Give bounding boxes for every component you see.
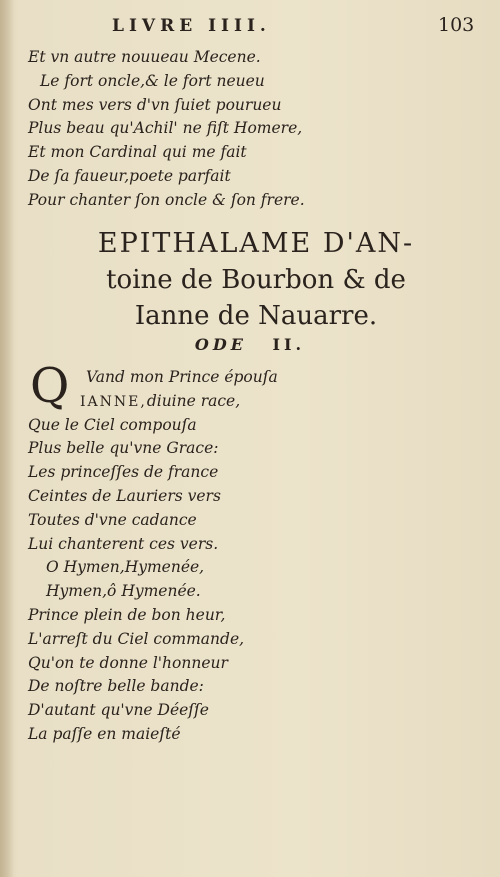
verse-line bbox=[28, 390, 408, 414]
ode-heading bbox=[0, 335, 500, 354]
verse-line: Plus beau qu'Achil' ne fiſt Homere, bbox=[28, 119, 303, 138]
name-small-caps: IANNE, bbox=[80, 393, 147, 410]
verse-line: Toutes d'vne cadance bbox=[28, 510, 197, 529]
verse-line: Et vn autre nouueau Mecene. bbox=[28, 48, 261, 66]
ode-label: ODE bbox=[194, 335, 247, 354]
poem-body bbox=[28, 366, 408, 747]
verse-line: D'autant qu'vne Déeſſe bbox=[28, 701, 209, 720]
title-line-2: toine de Bourbon & de bbox=[106, 265, 406, 295]
verse-line: Prince plein de bon heur, bbox=[28, 605, 226, 624]
verse-line: Plus belle qu'vne Grace: bbox=[28, 439, 219, 458]
verse-line: La paſſe en maieſté bbox=[28, 724, 181, 743]
drop-capital: Q bbox=[30, 358, 70, 414]
verse-line: Ceintes de Lauriers vers bbox=[28, 486, 221, 505]
verse-line: L'arreſt du Ciel commande, bbox=[28, 629, 245, 648]
verse-line: De ſa faueur,poete parfait bbox=[28, 166, 231, 185]
title-line-1: EPITHALAME D'AN- bbox=[97, 228, 415, 259]
verse-text: diuine race, bbox=[146, 391, 241, 410]
verse-line: Le fort oncle,& le fort neueu bbox=[40, 71, 265, 90]
page-gutter-shadow bbox=[0, 0, 14, 877]
verse-line: Lui chanterent ces vers. bbox=[28, 534, 219, 553]
preceding-ode-ending bbox=[28, 46, 408, 213]
title-line-3: Ianne de Nauarre. bbox=[134, 301, 378, 331]
refrain-line: O Hymen,Hymenée, bbox=[46, 558, 205, 577]
page-header bbox=[0, 14, 500, 42]
verse-line: Ont mes vers d'vn ſuiet pourueu bbox=[28, 95, 282, 114]
running-head: LIVRE IIII. bbox=[112, 16, 271, 36]
verse-line: Pour chanter ſon oncle & ſon frere. bbox=[28, 190, 305, 209]
poem-title bbox=[36, 226, 476, 334]
verse-line: Qu'on te donne l'honneur bbox=[28, 653, 228, 672]
verse-line: Que le Ciel compouſa bbox=[28, 415, 197, 434]
refrain-line: Hymen,ô Hymenée. bbox=[46, 582, 201, 601]
verse-line: Vand mon Prince épouſa bbox=[86, 368, 278, 386]
verse-line: Et mon Cardinal qui me fait bbox=[28, 143, 247, 162]
ode-number: II. bbox=[272, 335, 306, 354]
page-number: 103 bbox=[438, 14, 475, 36]
verse-line: De noſtre belle bande: bbox=[28, 677, 204, 696]
verse-line: Les princeſſes de france bbox=[28, 463, 219, 482]
